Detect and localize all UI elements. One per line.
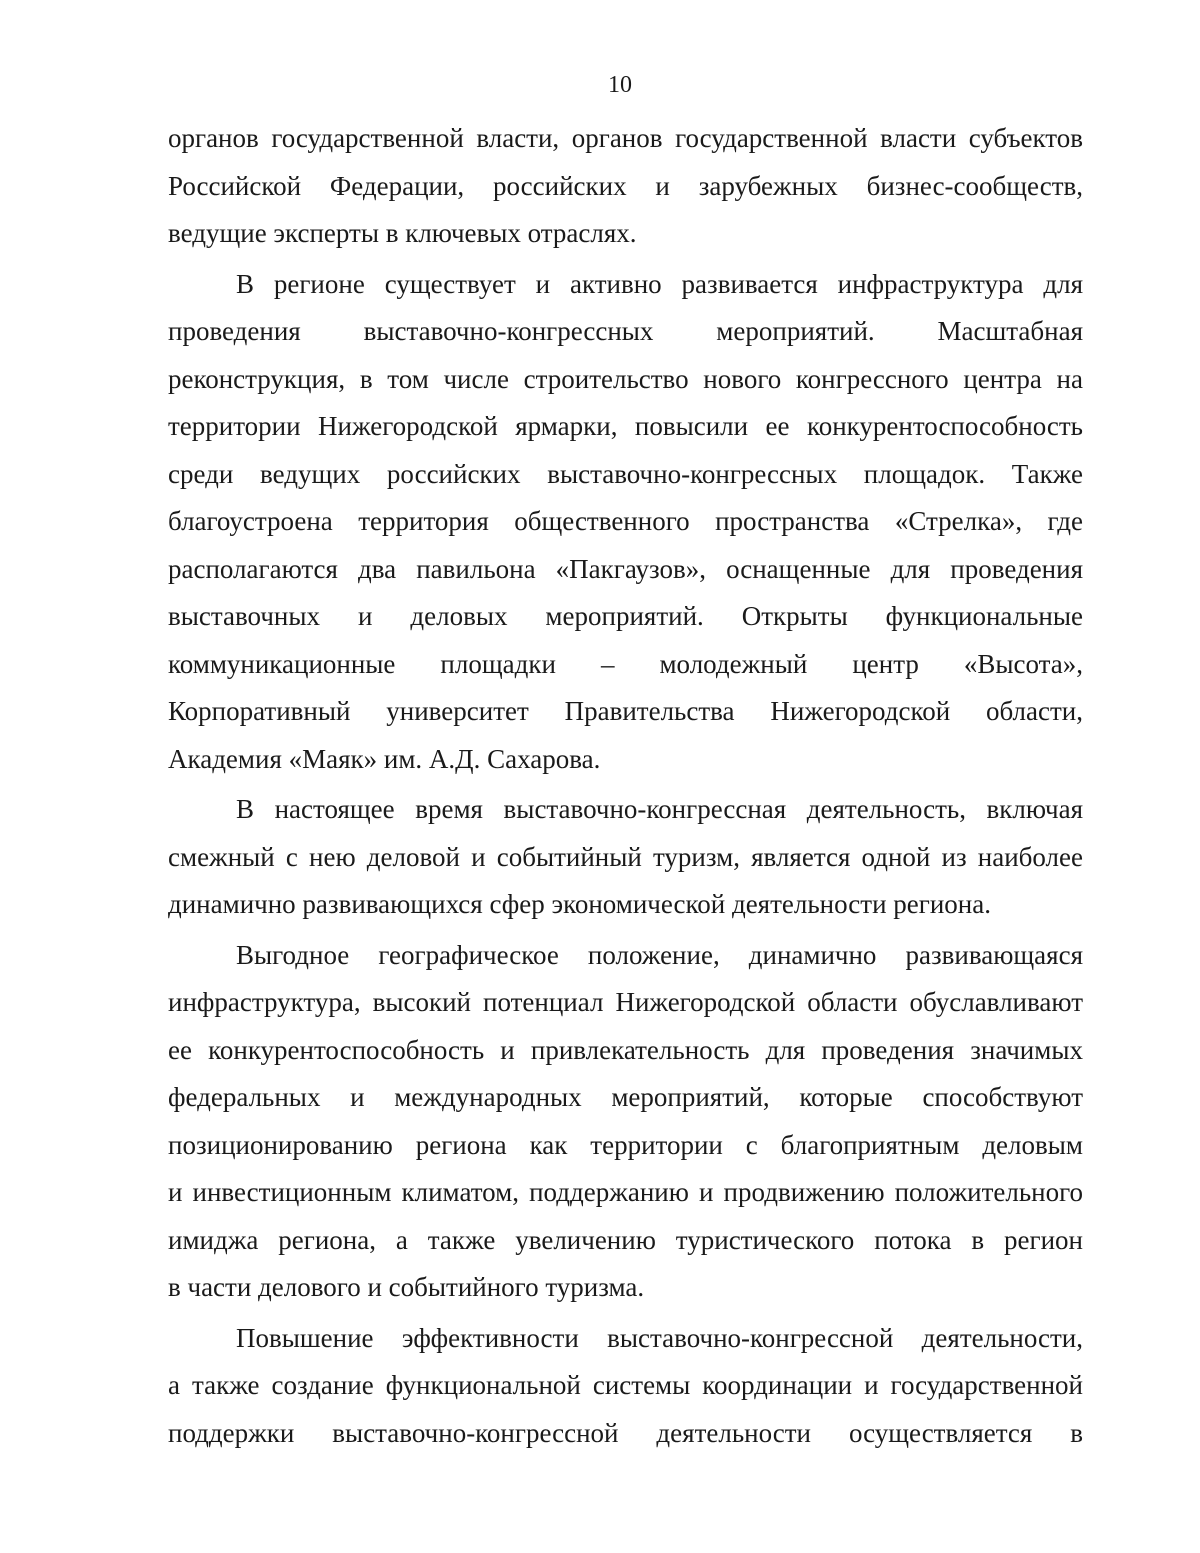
text-line: и инвестиционным климатом, поддержанию и продвижению положительного <box>168 1177 1083 1207</box>
text-line: инфраструктура, высокий потенциал Нижегородской области обуславливают <box>168 987 1083 1017</box>
text-line: Повышение эффективности выставочно-конгрессной деятельности, <box>236 1322 1083 1353</box>
text-line: федеральных и международных мероприятий, которые способствуют <box>168 1082 1083 1112</box>
text-line: Академия «Маяк» им. А.Д. Сахарова. <box>168 743 601 774</box>
document-body <box>168 115 1083 1457</box>
text-line: В регионе существует и активно развивается инфраструктура для <box>236 268 1083 299</box>
page-number: 10 <box>608 72 632 98</box>
paragraph <box>168 115 1083 258</box>
text-line: Выгодное географическое положение, динамично развивающаяся <box>236 939 1083 970</box>
paragraph <box>168 1315 1083 1458</box>
text-line: Российской Федерации, российских и зарубежных бизнес-сообществ, <box>168 170 1083 201</box>
text-line: Корпоративный университет Правительства Нижегородской области, <box>168 696 1083 726</box>
text-line: В настоящее время выставочно-конгрессная деятельность, включая <box>236 794 1083 824</box>
text-line: в части делового и событийного туризма. <box>168 1272 645 1302</box>
text-line: благоустроена территория общественного пространства «Стрелка», где <box>168 506 1083 536</box>
text-line: коммуникационные площадки – молодежный центр «Высота», <box>168 648 1083 679</box>
text-line: располагаются два павильона «Пакгаузов», оснащенные для проведения <box>168 553 1083 584</box>
paragraph <box>168 786 1083 929</box>
text-line: позиционированию региона как территории с благоприятным деловым <box>168 1129 1083 1160</box>
text-line: поддержки выставочно-конгрессной деятельности осуществляется в <box>168 1417 1083 1448</box>
text-line: проведения выставочно-конгрессных мероприятий. Масштабная <box>168 316 1083 346</box>
text-line: реконструкция, в том числе строительство нового конгрессного центра на <box>168 363 1083 394</box>
text-line: органов государственной власти, органов государственной власти субъектов <box>168 123 1083 153</box>
paragraph <box>168 932 1083 1312</box>
text-line: а также создание функциональной системы координации и государственной <box>168 1370 1083 1400</box>
paragraph <box>168 261 1083 784</box>
text-line: смежный с нею деловой и событийный туризм, является одной из наиболее <box>168 841 1083 872</box>
text-line: ее конкурентоспособность и привлекательность для проведения значимых <box>168 1034 1083 1065</box>
text-line: территории Нижегородской ярмарки, повысили ее конкурентоспособность <box>168 411 1083 441</box>
text-line: ведущие эксперты в ключевых отраслях. <box>168 218 637 248</box>
text-line: выставочных и деловых мероприятий. Открыты функциональные <box>168 601 1083 631</box>
text-line: среди ведущих российских выставочно-конгрессных площадок. Также <box>168 458 1083 489</box>
text-line: динамично развивающихся сфер экономической деятельности региона. <box>168 889 991 919</box>
text-line: имиджа региона, а также увеличению туристического потока в регион <box>168 1224 1083 1255</box>
